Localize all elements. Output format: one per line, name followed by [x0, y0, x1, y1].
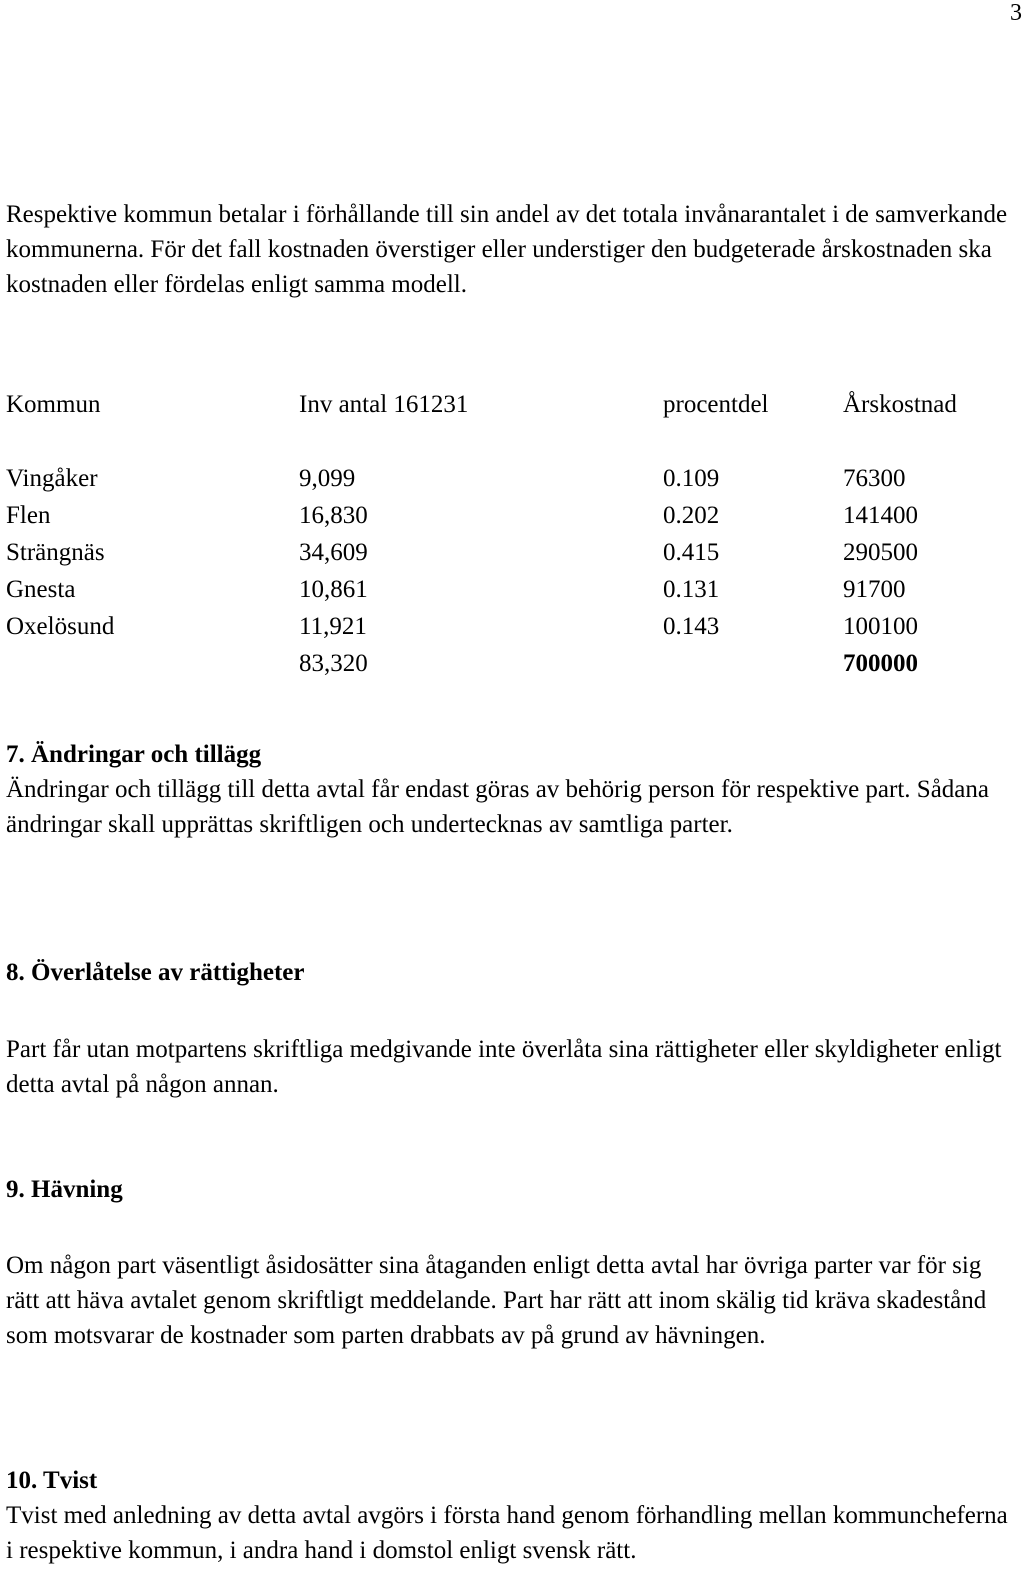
table-header-row [6, 386, 1016, 460]
section-heading-7: 7. Ändringar och tillägg [6, 741, 262, 768]
table-row [6, 497, 1016, 534]
header-inv-antal: Inv antal 161231 [299, 391, 469, 418]
row-procentdel: 0.131 [663, 576, 720, 603]
header-procentdel: procentdel [663, 391, 769, 418]
row-arskostnad: 290500 [843, 539, 918, 566]
page-number: 3 [1010, 0, 1022, 26]
row-arskostnad: 76300 [843, 465, 906, 492]
section-heading-8: 8. Överlåtelse av rättigheter [6, 959, 305, 986]
header-arskostnad: Årskostnad [843, 391, 957, 418]
intro-paragraph: Respektive kommun betalar i förhållande till sin andel av det totala invånarantalet i de samverkande kommunerna. För det fall kostnaden överstiger eller understiger den budgeterade årskostnaden ska kostnaden eller fördelas enligt samma modell. [6, 201, 1008, 298]
section-heading-10: 10. Tvist [6, 1467, 98, 1494]
section-body-7: Ändringar och tillägg till detta avtal får endast göras av behörig person för respektive part. Sådana ändringar skall upprättas skriftligen och undertecknas av samtliga parter. [6, 776, 989, 838]
row-kommun: Vingåker [6, 465, 98, 492]
row-inv-antal: 10,861 [299, 576, 368, 603]
table-row [6, 534, 1016, 571]
cost-distribution-table [6, 386, 1016, 682]
row-procentdel: 0.143 [663, 613, 720, 640]
row-kommun: Flen [6, 502, 51, 529]
table-total-row [6, 645, 1016, 682]
section-body-9: Om någon part väsentligt åsidosätter sina åtaganden enligt detta avtal har övriga parter var för sig rätt att häva avtalet genom skriftligt meddelande. Part har rätt att inom skälig tid kräva skadestånd som motsvarar de kostnader som parten drabbats av på grund av hävningen. [6, 1252, 987, 1349]
row-inv-antal: 9,099 [299, 465, 356, 492]
section-heading-9: 9. Hävning [6, 1176, 123, 1203]
table-row [6, 571, 1016, 608]
section-body-10: Tvist med anledning av detta avtal avgörs i första hand genom förhandling mellan kommuncheferna i respektive kommun, i andra hand i domstol enligt svensk rätt. [6, 1502, 1008, 1564]
table-row [6, 608, 1016, 645]
row-arskostnad: 100100 [843, 613, 918, 640]
row-inv-antal: 11,921 [299, 613, 367, 640]
table-row [6, 460, 1016, 497]
total-inv-antal: 83,320 [299, 650, 368, 677]
row-procentdel: 0.109 [663, 465, 720, 492]
row-procentdel: 0.202 [663, 502, 720, 529]
row-procentdel: 0.415 [663, 539, 720, 566]
row-kommun: Gnesta [6, 576, 76, 603]
row-kommun: Strängnäs [6, 539, 105, 566]
row-arskostnad: 91700 [843, 576, 906, 603]
section-body-8: Part får utan motpartens skriftliga medgivande inte överlåta sina rättigheter eller skyldigheter enligt detta avtal på någon annan. [6, 1036, 1002, 1098]
row-kommun: Oxelösund [6, 613, 115, 640]
total-arskostnad: 700000 [843, 650, 918, 677]
row-inv-antal: 34,609 [299, 539, 368, 566]
row-inv-antal: 16,830 [299, 502, 368, 529]
row-arskostnad: 141400 [843, 502, 918, 529]
header-kommun: Kommun [6, 391, 101, 418]
